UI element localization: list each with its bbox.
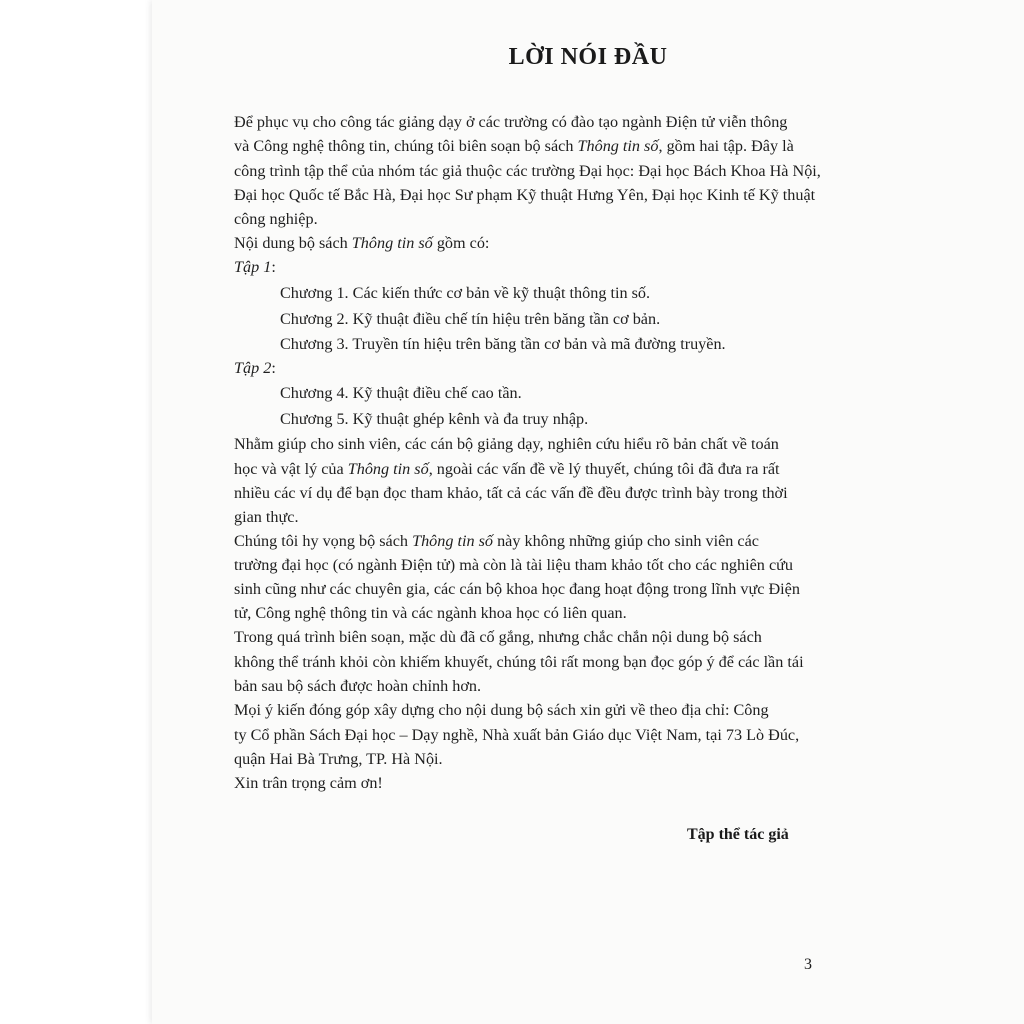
- chapter-4: Chương 4. Kỹ thuật điều chế cao tần.: [280, 384, 522, 402]
- signature: Tập thể tác giả: [687, 826, 789, 843]
- feedback-line-3: bản sau bộ sách được hoàn chỉnh hơn.: [234, 677, 482, 695]
- intro-line-4: Đại học Quốc tế Bắc Hà, Đại học Sư phạm Kỹ thuật Hưng Yên, Đại học Kinh tế Kỹ thuật: [234, 186, 816, 204]
- purpose-line-3: nhiều các ví dụ để bạn đọc tham khảo, tất cả các vấn đề đều được trình bày trong thời: [234, 484, 788, 502]
- address-line-2: ty Cổ phần Sách Đại học – Dạy nghề, Nhà xuất bản Giáo dục Việt Nam, tại 73 Lò Đúc,: [234, 726, 800, 744]
- chapter-1: Chương 1. Các kiến thức cơ bản về kỹ thuật thông tin số.: [280, 284, 651, 302]
- feedback-line-2: không thể tránh khỏi còn khiếm khuyết, chúng tôi rất mong bạn đọc góp ý để các lần tái: [234, 653, 804, 671]
- address-line-1: Mọi ý kiến đóng góp xây dựng cho nội dung bộ sách xin gửi về theo địa chỉ: Công: [234, 701, 769, 719]
- chapter-2: Chương 2. Kỹ thuật điều chế tín hiệu trên băng tần cơ bản.: [280, 310, 661, 328]
- feedback-line-1: Trong quá trình biên soạn, mặc dù đã cố gắng, nhưng chắc chắn nội dung bộ sách: [234, 628, 762, 646]
- intro-line-3: công trình tập thể của nhóm tác giả thuộc các trường Đại học: Đại học Bách Khoa Hà Nội,: [234, 162, 821, 180]
- purpose-line-4: gian thực.: [234, 508, 299, 526]
- volume-1-label: Tập 1:: [234, 258, 276, 276]
- address-line-3: quận Hai Bà Trưng, TP. Hà Nội.: [234, 750, 443, 768]
- intro-line-1: Để phục vụ cho công tác giảng dạy ở các trường có đào tạo ngành Điện tử viễn thông: [234, 113, 788, 131]
- hope-line-4: tử, Công nghệ thông tin và các ngành khoa học có liên quan.: [234, 604, 627, 622]
- hope-line-3: sinh cũng như các chuyên gia, các cán bộ khoa học đang hoạt động trong lĩnh vực Điện: [234, 580, 800, 598]
- chapter-3: Chương 3. Truyền tín hiệu trên băng tần cơ bản và mã đường truyền.: [280, 335, 726, 353]
- page-title: LỜI NÓI ĐẦU: [508, 44, 668, 70]
- content-intro: Nội dung bộ sách Thông tin số gồm có:: [234, 234, 490, 252]
- intro-line-5: công nghiệp.: [234, 210, 318, 228]
- thanks-line: Xin trân trọng cảm ơn!: [234, 774, 383, 792]
- book-page: [152, 0, 1024, 1024]
- page-number: 3: [804, 956, 812, 973]
- chapter-5: Chương 5. Kỹ thuật ghép kênh và đa truy nhập.: [280, 410, 589, 428]
- volume-2-label: Tập 2:: [234, 359, 276, 377]
- hope-line-1: Chúng tôi hy vọng bộ sách Thông tin số này không những giúp cho sinh viên các: [234, 532, 759, 550]
- intro-line-2: và Công nghệ thông tin, chúng tôi biên soạn bộ sách Thông tin số, gồm hai tập. Đây là: [234, 137, 794, 155]
- hope-line-2: trường đại học (có ngành Điện tử) mà còn là tài liệu tham khảo tốt cho các nghiên cứu: [234, 556, 793, 574]
- purpose-line-2: học và vật lý của Thông tin số, ngoài các vấn đề về lý thuyết, chúng tôi đã đưa ra rất: [234, 460, 780, 478]
- purpose-line-1: Nhằm giúp cho sinh viên, các cán bộ giảng dạy, nghiên cứu hiểu rõ bản chất về toán: [234, 435, 779, 453]
